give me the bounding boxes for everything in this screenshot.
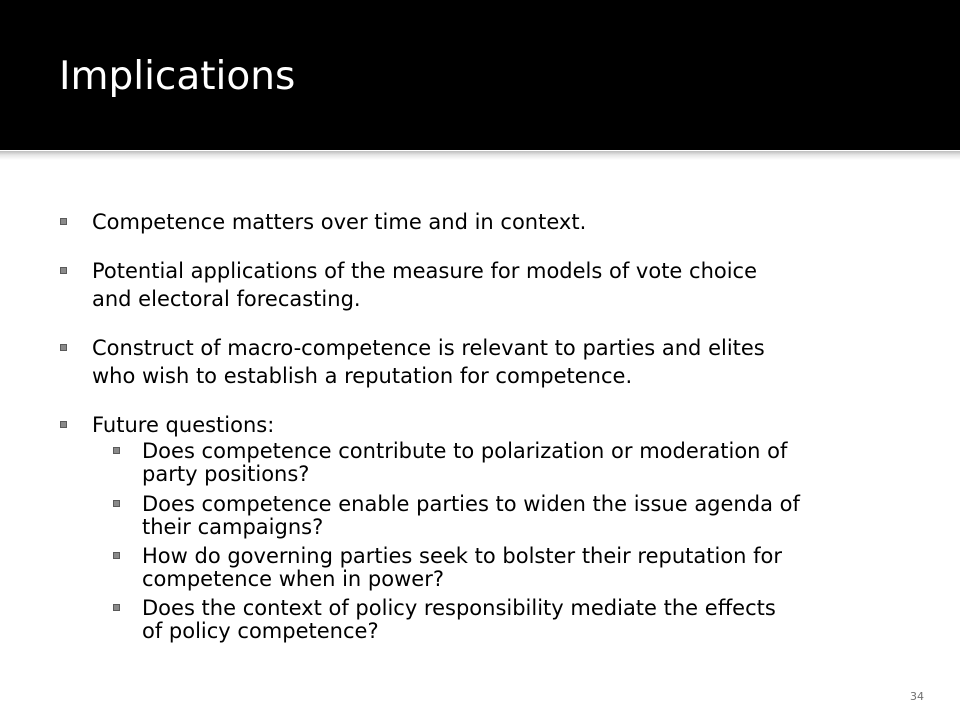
- sub-bullet-1-line-2: party positions?: [142, 462, 310, 486]
- bullet-marker-icon: [60, 218, 67, 225]
- sub-bullet-marker-icon: [113, 552, 120, 559]
- bullet-2-line-2: and electoral forecasting.: [92, 287, 361, 311]
- bullet-4-line-1: Future questions:: [92, 413, 275, 437]
- sub-bullet-1-line-1: Does competence contribute to polarization or moderation of: [142, 439, 788, 463]
- sub-bullet-4-line-1: Does the context of policy responsibility mediate the effects: [142, 596, 776, 620]
- slide-title: Implications: [59, 54, 296, 99]
- sub-bullet-3-line-1: How do governing parties seek to bolster their reputation for: [142, 544, 783, 568]
- page-number: 34: [910, 690, 924, 703]
- sub-bullet-marker-icon: [113, 604, 120, 611]
- sub-bullet-marker-icon: [113, 447, 120, 454]
- bullet-marker-icon: [60, 267, 67, 274]
- sub-bullet-marker-icon: [113, 500, 120, 507]
- sub-bullet-2-line-1: Does competence enable parties to widen the issue agenda of: [142, 492, 800, 516]
- sub-bullet-4-line-2: of policy competence?: [142, 619, 379, 643]
- bullet-marker-icon: [60, 421, 67, 428]
- sub-bullet-2-line-2: their campaigns?: [142, 515, 324, 539]
- bullet-1-line-1: Competence matters over time and in context.: [92, 210, 587, 234]
- bullet-3-line-1: Construct of macro-competence is relevant to parties and elites: [92, 336, 765, 360]
- bullet-3-line-2: who wish to establish a reputation for competence.: [92, 364, 633, 388]
- bullet-2-line-1: Potential applications of the measure for models of vote choice: [92, 259, 758, 283]
- sub-bullet-3-line-2: competence when in power?: [142, 567, 444, 591]
- bullet-marker-icon: [60, 344, 67, 351]
